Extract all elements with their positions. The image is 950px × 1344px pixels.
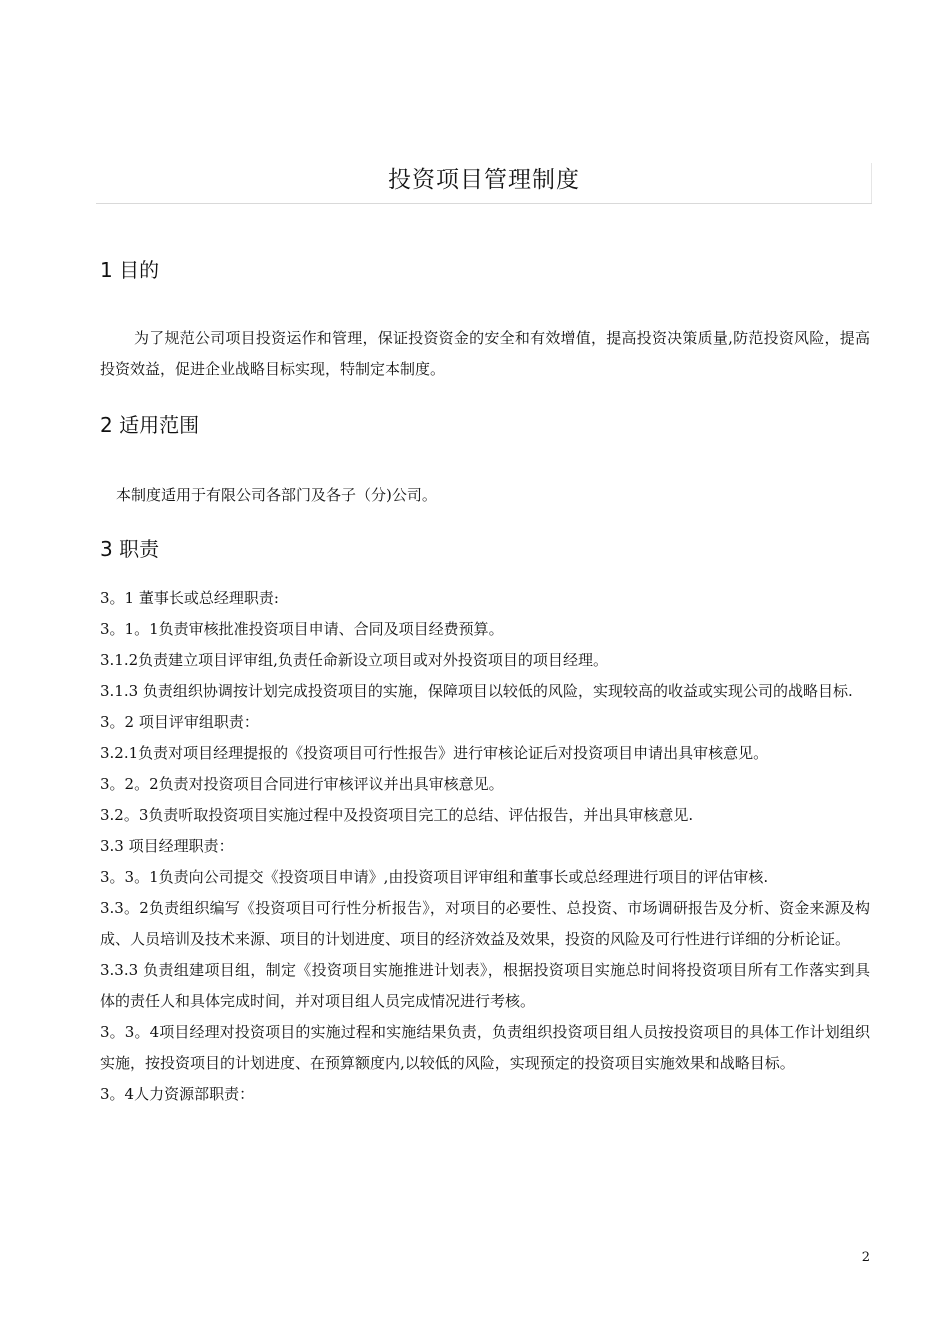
section-1-body: 为了规范公司项目投资运作和管理，保证投资资金的安全和有效增值，提高投资决策质量,防范投资风险，提高投资效益，促进企业战略目标实现，特制定本制度。 — [100, 329, 870, 378]
list-item: 3.1.2负责建立项目评审组,负责任命新设立项目或对外投资项目的项目经理。 — [100, 651, 608, 669]
list-item: 3.2.1负责对项目经理提报的《投资项目可行性报告》进行审核论证后对投资项目申请出具审核意见。 — [100, 744, 769, 762]
document-title: 投资项目管理制度 — [388, 167, 580, 193]
page-number: 2 — [861, 1250, 870, 1265]
section-3-heading: 3 职责 — [100, 537, 160, 561]
title-box — [96, 163, 872, 204]
list-item: 3.1.3 负责组织协调按计划完成投资项目的实施，保障项目以较低的风险，实现较高的收益或实现公司的战略目标. — [100, 682, 853, 700]
title-box-edge — [871, 163, 872, 203]
list-item: 3.2。3负责听取投资项目实施过程中及投资项目完工的总结、评估报告，并出具审核意见. — [100, 806, 694, 824]
list-item: 3。2 项目评审组职责： — [100, 713, 259, 731]
list-item: 3.3。2负责组织编写《投资项目可行性分析报告》，对项目的必要性、总投资、市场调研报告及分析、资金来源及构成、人员培训及技术来源、项目的计划进度、项目的经济效益及效果，投资的风险及可行性进行详细的分析论证。 — [100, 899, 870, 948]
list-item: 3。2。2负责对投资项目合同进行审核评议并出具审核意见。 — [100, 775, 504, 793]
list-item: 3。1 董事长或总经理职责: — [100, 589, 279, 607]
list-item: 3。3。4项目经理对投资项目的实施过程和实施结果负责，负责组织投资项目组人员按投资项目的具体工作计划组织实施，按投资项目的计划进度、在预算额度内,以较低的风险，实现预定的投资项目实施效果和战略目标。 — [100, 1023, 870, 1072]
section-1-heading: 1 目的 — [100, 258, 160, 282]
list-item: 3。1。1负责审核批准投资项目申请、合同及项目经费预算。 — [100, 620, 504, 638]
list-item: 3。3。1负责向公司提交《投资项目申请》,由投资项目评审组和董事长或总经理进行项目的评估审核. — [100, 868, 769, 886]
list-item: 3.3.3 负责组建项目组，制定《投资项目实施推进计划表》，根据投资项目实施总时间将投资项目所有工作落实到具体的责任人和具体完成时间，并对项目组人员完成情况进行考核。 — [100, 961, 870, 1010]
section-2-body: 本制度适用于有限公司各部门及各子（分)公司。 — [116, 486, 437, 504]
list-item: 3。4人力资源部职责： — [100, 1085, 255, 1103]
list-item: 3.3 项目经理职责： — [100, 837, 234, 855]
section-3-list — [100, 583, 870, 1110]
section-2-heading: 2 适用范围 — [100, 413, 200, 437]
